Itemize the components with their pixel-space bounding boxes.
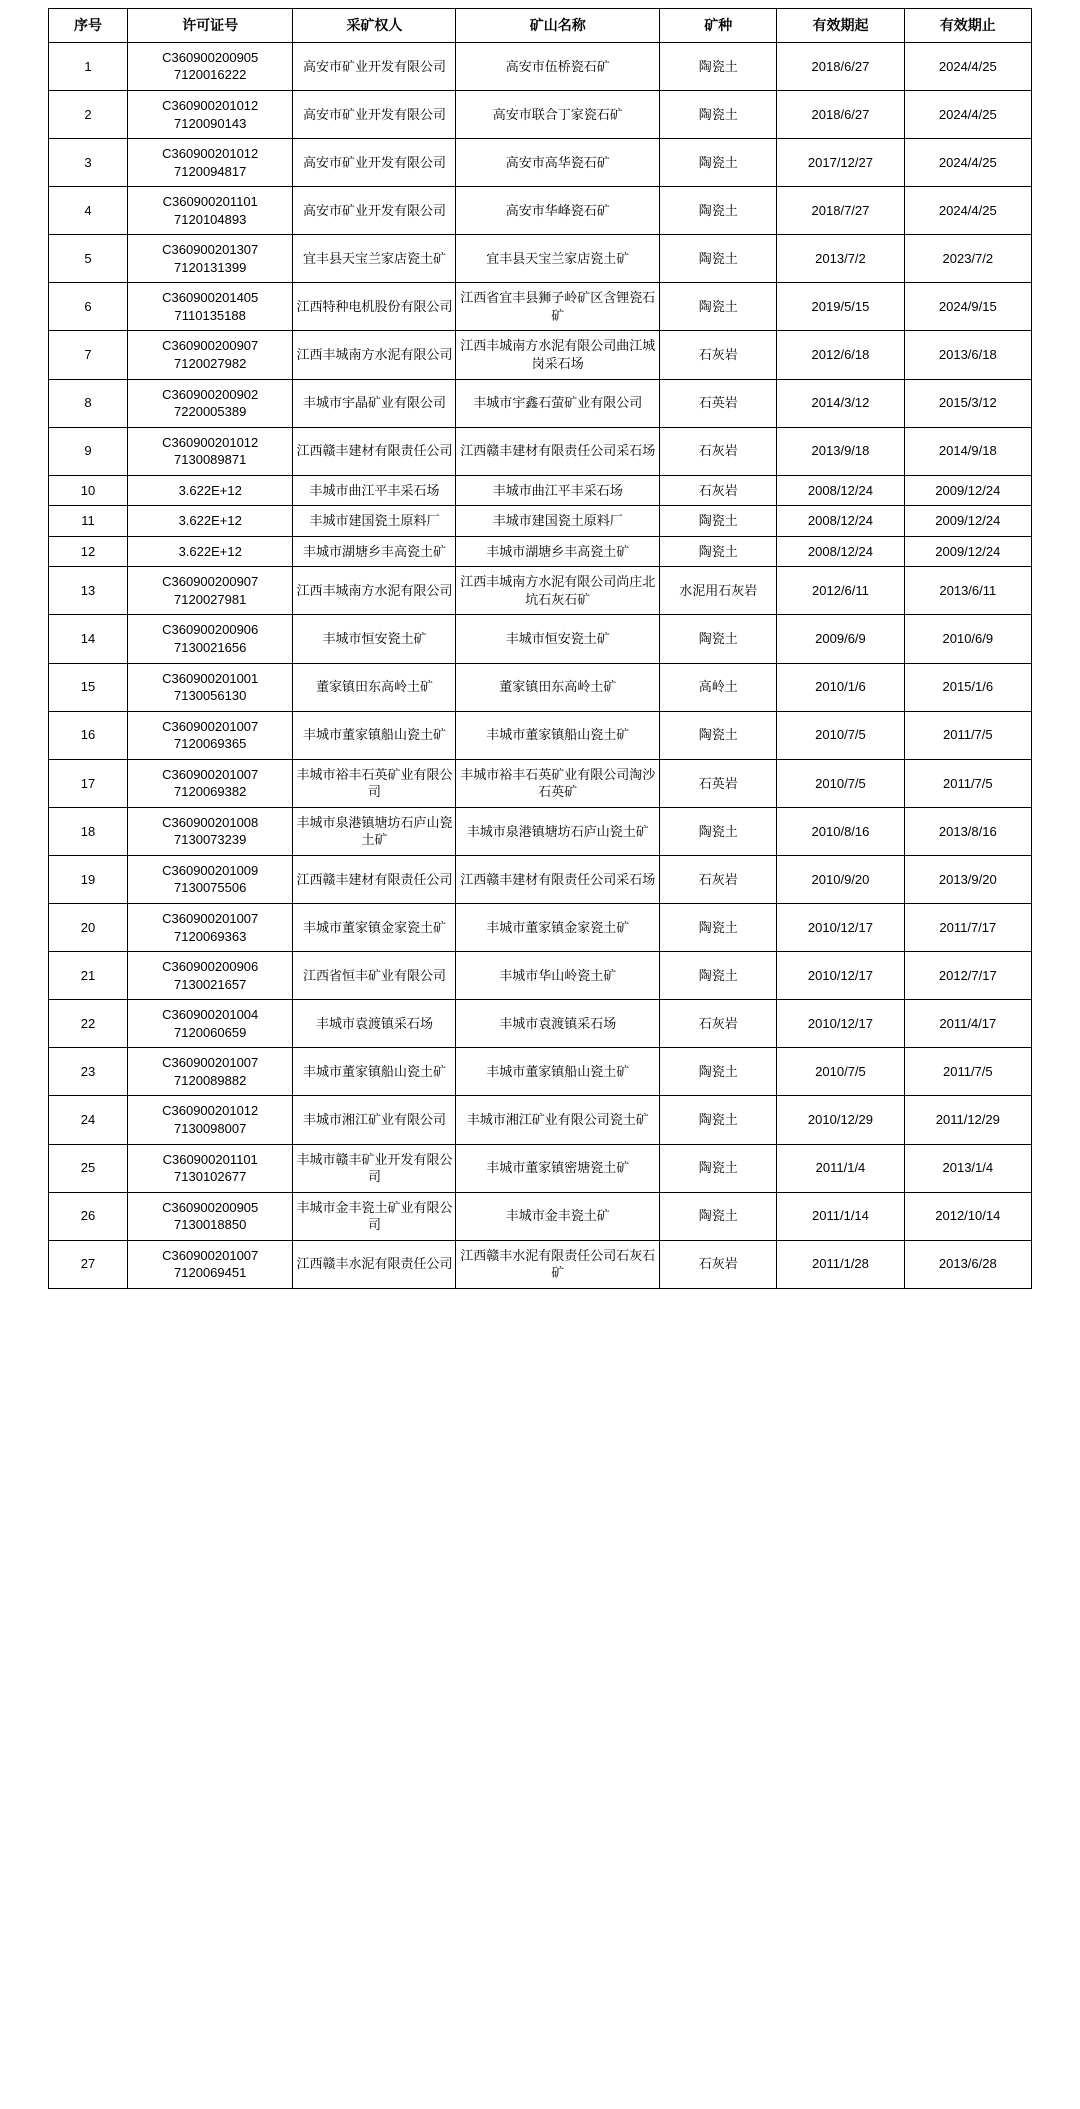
cell-seq: 26 <box>49 1192 128 1240</box>
cell-owner: 董家镇田东高岭土矿 <box>293 663 456 711</box>
cell-license: C360900201012 7130089871 <box>127 427 293 475</box>
cell-mine-name: 丰城市董家镇密塘瓷土矿 <box>456 1144 660 1192</box>
table-row <box>49 807 1032 855</box>
table-row <box>49 1048 1032 1096</box>
cell-valid-from: 2010/7/5 <box>777 1048 904 1096</box>
table-row <box>49 427 1032 475</box>
cell-license: C360900200906 7130021656 <box>127 615 293 663</box>
table-row <box>49 1192 1032 1240</box>
cell-license: C360900201004 7120060659 <box>127 1000 293 1048</box>
cell-license: C360900200907 7120027981 <box>127 567 293 615</box>
column-header-valid-to: 有效期止 <box>904 9 1031 43</box>
cell-valid-from: 2009/6/9 <box>777 615 904 663</box>
cell-mine-name: 丰城市裕丰石英矿业有限公司淘沙石英矿 <box>456 759 660 807</box>
table-row <box>49 187 1032 235</box>
cell-valid-to: 2011/7/17 <box>904 904 1031 952</box>
cell-license: C360900200907 7120027982 <box>127 331 293 379</box>
cell-mine-name: 丰城市湘江矿业有限公司瓷土矿 <box>456 1096 660 1144</box>
cell-mineral-type: 陶瓷土 <box>660 952 777 1000</box>
cell-license: C360900201307 7120131399 <box>127 235 293 283</box>
cell-owner: 高安市矿业开发有限公司 <box>293 42 456 90</box>
cell-owner: 丰城市董家镇船山瓷土矿 <box>293 711 456 759</box>
cell-mine-name: 丰城市曲江平丰采石场 <box>456 475 660 506</box>
table-header-row <box>49 9 1032 43</box>
cell-valid-to: 2024/9/15 <box>904 283 1031 331</box>
cell-seq: 14 <box>49 615 128 663</box>
cell-seq: 3 <box>49 139 128 187</box>
cell-valid-from: 2010/7/5 <box>777 711 904 759</box>
cell-mine-name: 丰城市宇鑫石萤矿业有限公司 <box>456 379 660 427</box>
cell-owner: 丰城市建国瓷土原料厂 <box>293 506 456 537</box>
cell-valid-to: 2023/7/2 <box>904 235 1031 283</box>
cell-mineral-type: 石灰岩 <box>660 475 777 506</box>
cell-owner: 江西省恒丰矿业有限公司 <box>293 952 456 1000</box>
cell-owner: 江西赣丰水泥有限责任公司 <box>293 1240 456 1288</box>
cell-valid-to: 2013/8/16 <box>904 807 1031 855</box>
cell-mine-name: 董家镇田东高岭土矿 <box>456 663 660 711</box>
table-row <box>49 379 1032 427</box>
cell-owner: 丰城市宇晶矿业有限公司 <box>293 379 456 427</box>
cell-seq: 25 <box>49 1144 128 1192</box>
cell-license: C360900201101 7130102677 <box>127 1144 293 1192</box>
cell-owner: 丰城市赣丰矿业开发有限公司 <box>293 1144 456 1192</box>
cell-license: C360900201001 7130056130 <box>127 663 293 711</box>
table-row <box>49 615 1032 663</box>
table-row <box>49 1000 1032 1048</box>
cell-owner: 丰城市曲江平丰采石场 <box>293 475 456 506</box>
cell-mine-name: 丰城市建国瓷土原料厂 <box>456 506 660 537</box>
cell-valid-to: 2024/4/25 <box>904 187 1031 235</box>
cell-seq: 24 <box>49 1096 128 1144</box>
cell-mineral-type: 陶瓷土 <box>660 42 777 90</box>
table-row <box>49 139 1032 187</box>
cell-seq: 21 <box>49 952 128 1000</box>
cell-seq: 4 <box>49 187 128 235</box>
cell-valid-from: 2011/1/28 <box>777 1240 904 1288</box>
cell-valid-to: 2024/4/25 <box>904 139 1031 187</box>
cell-license: C360900201007 7120069365 <box>127 711 293 759</box>
cell-seq: 8 <box>49 379 128 427</box>
cell-seq: 20 <box>49 904 128 952</box>
cell-license: C360900201012 7120090143 <box>127 90 293 138</box>
cell-seq: 2 <box>49 90 128 138</box>
cell-seq: 16 <box>49 711 128 759</box>
cell-license: 3.622E+12 <box>127 506 293 537</box>
cell-valid-to: 2013/9/20 <box>904 855 1031 903</box>
cell-seq: 9 <box>49 427 128 475</box>
cell-mine-name: 江西赣丰建材有限责任公司采石场 <box>456 855 660 903</box>
table-row <box>49 235 1032 283</box>
cell-valid-to: 2009/12/24 <box>904 475 1031 506</box>
table-row <box>49 475 1032 506</box>
cell-valid-to: 2012/7/17 <box>904 952 1031 1000</box>
cell-mineral-type: 陶瓷土 <box>660 90 777 138</box>
cell-owner: 高安市矿业开发有限公司 <box>293 90 456 138</box>
cell-valid-from: 2010/8/16 <box>777 807 904 855</box>
cell-seq: 15 <box>49 663 128 711</box>
cell-owner: 宜丰县天宝兰家店瓷土矿 <box>293 235 456 283</box>
cell-mineral-type: 陶瓷土 <box>660 187 777 235</box>
cell-valid-from: 2014/3/12 <box>777 379 904 427</box>
table-row <box>49 506 1032 537</box>
cell-mineral-type: 陶瓷土 <box>660 283 777 331</box>
column-header-seq: 序号 <box>49 9 128 43</box>
cell-mine-name: 江西赣丰水泥有限责任公司石灰石矿 <box>456 1240 660 1288</box>
cell-mine-name: 丰城市袁渡镇采石场 <box>456 1000 660 1048</box>
cell-mineral-type: 陶瓷土 <box>660 1048 777 1096</box>
cell-mineral-type: 陶瓷土 <box>660 235 777 283</box>
cell-license: C360900201007 7120069451 <box>127 1240 293 1288</box>
table-row <box>49 42 1032 90</box>
cell-valid-from: 2018/6/27 <box>777 42 904 90</box>
cell-license: C360900201007 7120069363 <box>127 904 293 952</box>
table-row <box>49 855 1032 903</box>
cell-license: C360900201008 7130073239 <box>127 807 293 855</box>
cell-license: C360900200902 7220005389 <box>127 379 293 427</box>
table-row <box>49 90 1032 138</box>
table-row <box>49 1240 1032 1288</box>
mining-license-table <box>48 8 1032 1289</box>
cell-seq: 27 <box>49 1240 128 1288</box>
cell-mineral-type: 石英岩 <box>660 379 777 427</box>
cell-mineral-type: 石英岩 <box>660 759 777 807</box>
cell-valid-from: 2010/7/5 <box>777 759 904 807</box>
cell-valid-to: 2024/4/25 <box>904 42 1031 90</box>
table-row <box>49 904 1032 952</box>
cell-valid-to: 2013/6/18 <box>904 331 1031 379</box>
cell-mineral-type: 陶瓷土 <box>660 139 777 187</box>
cell-owner: 丰城市袁渡镇采石场 <box>293 1000 456 1048</box>
cell-valid-to: 2010/6/9 <box>904 615 1031 663</box>
table-row <box>49 536 1032 567</box>
cell-owner: 江西赣丰建材有限责任公司 <box>293 855 456 903</box>
table-row <box>49 1096 1032 1144</box>
cell-license: C360900201405 7110135188 <box>127 283 293 331</box>
cell-license: 3.622E+12 <box>127 475 293 506</box>
table-row <box>49 663 1032 711</box>
cell-mineral-type: 石灰岩 <box>660 855 777 903</box>
cell-valid-to: 2011/7/5 <box>904 1048 1031 1096</box>
cell-owner: 丰城市董家镇船山瓷土矿 <box>293 1048 456 1096</box>
cell-license: C360900201101 7120104893 <box>127 187 293 235</box>
cell-valid-from: 2018/7/27 <box>777 187 904 235</box>
cell-mineral-type: 石灰岩 <box>660 331 777 379</box>
cell-mine-name: 宜丰县天宝兰家店瓷土矿 <box>456 235 660 283</box>
cell-license: 3.622E+12 <box>127 536 293 567</box>
table-row <box>49 711 1032 759</box>
cell-valid-from: 2010/1/6 <box>777 663 904 711</box>
cell-mine-name: 江西丰城南方水泥有限公司曲江城岗采石场 <box>456 331 660 379</box>
table-row <box>49 952 1032 1000</box>
table-row <box>49 283 1032 331</box>
cell-valid-from: 2008/12/24 <box>777 536 904 567</box>
cell-valid-to: 2013/1/4 <box>904 1144 1031 1192</box>
cell-owner: 江西特种电机股份有限公司 <box>293 283 456 331</box>
cell-valid-from: 2010/12/17 <box>777 1000 904 1048</box>
cell-license: C360900201009 7130075506 <box>127 855 293 903</box>
cell-license: C360900201012 7130098007 <box>127 1096 293 1144</box>
cell-mine-name: 高安市伍桥瓷石矿 <box>456 42 660 90</box>
cell-valid-to: 2014/9/18 <box>904 427 1031 475</box>
cell-valid-from: 2008/12/24 <box>777 506 904 537</box>
cell-owner: 高安市矿业开发有限公司 <box>293 139 456 187</box>
cell-mine-name: 高安市高华瓷石矿 <box>456 139 660 187</box>
cell-mineral-type: 陶瓷土 <box>660 1192 777 1240</box>
cell-mineral-type: 陶瓷土 <box>660 506 777 537</box>
cell-mine-name: 江西丰城南方水泥有限公司尚庄北坑石灰石矿 <box>456 567 660 615</box>
cell-owner: 丰城市湖塘乡丰高瓷土矿 <box>293 536 456 567</box>
cell-mine-name: 丰城市董家镇金家瓷土矿 <box>456 904 660 952</box>
cell-valid-from: 2018/6/27 <box>777 90 904 138</box>
cell-valid-from: 2013/7/2 <box>777 235 904 283</box>
cell-mine-name: 丰城市华山岭瓷土矿 <box>456 952 660 1000</box>
cell-mineral-type: 陶瓷土 <box>660 1144 777 1192</box>
cell-mineral-type: 陶瓷土 <box>660 536 777 567</box>
cell-license: C360900201007 7120089882 <box>127 1048 293 1096</box>
cell-valid-from: 2010/12/29 <box>777 1096 904 1144</box>
cell-owner: 江西赣丰建材有限责任公司 <box>293 427 456 475</box>
cell-mineral-type: 陶瓷土 <box>660 904 777 952</box>
column-header-mine-name: 矿山名称 <box>456 9 660 43</box>
cell-owner: 丰城市湘江矿业有限公司 <box>293 1096 456 1144</box>
cell-valid-to: 2015/3/12 <box>904 379 1031 427</box>
cell-seq: 6 <box>49 283 128 331</box>
cell-mine-name: 丰城市恒安瓷土矿 <box>456 615 660 663</box>
cell-valid-to: 2009/12/24 <box>904 536 1031 567</box>
cell-mineral-type: 陶瓷土 <box>660 807 777 855</box>
cell-mineral-type: 陶瓷土 <box>660 615 777 663</box>
cell-valid-from: 2011/1/4 <box>777 1144 904 1192</box>
cell-valid-to: 2011/12/29 <box>904 1096 1031 1144</box>
cell-owner: 丰城市金丰瓷土矿业有限公司 <box>293 1192 456 1240</box>
column-header-owner: 采矿权人 <box>293 9 456 43</box>
cell-valid-to: 2009/12/24 <box>904 506 1031 537</box>
cell-mine-name: 高安市华峰瓷石矿 <box>456 187 660 235</box>
table-header <box>49 9 1032 43</box>
cell-seq: 5 <box>49 235 128 283</box>
cell-mine-name: 丰城市董家镇船山瓷土矿 <box>456 711 660 759</box>
cell-seq: 22 <box>49 1000 128 1048</box>
cell-seq: 19 <box>49 855 128 903</box>
table-row <box>49 759 1032 807</box>
cell-mineral-type: 石灰岩 <box>660 1000 777 1048</box>
cell-valid-to: 2013/6/11 <box>904 567 1031 615</box>
cell-mine-name: 丰城市泉港镇塘坊石庐山瓷土矿 <box>456 807 660 855</box>
cell-license: C360900200906 7130021657 <box>127 952 293 1000</box>
cell-valid-to: 2011/7/5 <box>904 711 1031 759</box>
cell-valid-from: 2010/12/17 <box>777 904 904 952</box>
cell-valid-to: 2011/4/17 <box>904 1000 1031 1048</box>
cell-license: C360900200905 7130018850 <box>127 1192 293 1240</box>
cell-seq: 17 <box>49 759 128 807</box>
cell-mine-name: 高安市联合丁家瓷石矿 <box>456 90 660 138</box>
cell-mine-name: 丰城市湖塘乡丰高瓷土矿 <box>456 536 660 567</box>
cell-license: C360900201012 7120094817 <box>127 139 293 187</box>
cell-mineral-type: 高岭土 <box>660 663 777 711</box>
cell-mine-name: 江西省宜丰县狮子岭矿区含锂瓷石矿 <box>456 283 660 331</box>
cell-mineral-type: 石灰岩 <box>660 1240 777 1288</box>
cell-valid-to: 2013/6/28 <box>904 1240 1031 1288</box>
cell-mineral-type: 水泥用石灰岩 <box>660 567 777 615</box>
table-body <box>49 42 1032 1288</box>
cell-owner: 江西丰城南方水泥有限公司 <box>293 567 456 615</box>
cell-owner: 江西丰城南方水泥有限公司 <box>293 331 456 379</box>
cell-valid-from: 2008/12/24 <box>777 475 904 506</box>
cell-owner: 丰城市裕丰石英矿业有限公司 <box>293 759 456 807</box>
table-row <box>49 567 1032 615</box>
cell-seq: 11 <box>49 506 128 537</box>
table-row <box>49 1144 1032 1192</box>
cell-owner: 丰城市董家镇金家瓷土矿 <box>293 904 456 952</box>
cell-seq: 10 <box>49 475 128 506</box>
cell-seq: 7 <box>49 331 128 379</box>
table-row <box>49 331 1032 379</box>
cell-valid-from: 2013/9/18 <box>777 427 904 475</box>
cell-seq: 13 <box>49 567 128 615</box>
column-header-valid-from: 有效期起 <box>777 9 904 43</box>
cell-valid-from: 2012/6/11 <box>777 567 904 615</box>
cell-seq: 1 <box>49 42 128 90</box>
cell-mineral-type: 陶瓷土 <box>660 1096 777 1144</box>
cell-mine-name: 丰城市董家镇船山瓷土矿 <box>456 1048 660 1096</box>
cell-valid-from: 2011/1/14 <box>777 1192 904 1240</box>
cell-seq: 23 <box>49 1048 128 1096</box>
cell-owner: 丰城市泉港镇塘坊石庐山瓷土矿 <box>293 807 456 855</box>
cell-valid-from: 2010/12/17 <box>777 952 904 1000</box>
cell-valid-from: 2012/6/18 <box>777 331 904 379</box>
cell-owner: 丰城市恒安瓷土矿 <box>293 615 456 663</box>
cell-mineral-type: 石灰岩 <box>660 427 777 475</box>
cell-seq: 18 <box>49 807 128 855</box>
cell-valid-from: 2010/9/20 <box>777 855 904 903</box>
column-header-mineral-type: 矿种 <box>660 9 777 43</box>
cell-owner: 高安市矿业开发有限公司 <box>293 187 456 235</box>
cell-mineral-type: 陶瓷土 <box>660 711 777 759</box>
cell-mine-name: 江西赣丰建材有限责任公司采石场 <box>456 427 660 475</box>
cell-valid-from: 2019/5/15 <box>777 283 904 331</box>
cell-valid-to: 2015/1/6 <box>904 663 1031 711</box>
cell-seq: 12 <box>49 536 128 567</box>
cell-valid-to: 2012/10/14 <box>904 1192 1031 1240</box>
cell-mine-name: 丰城市金丰瓷土矿 <box>456 1192 660 1240</box>
cell-license: C360900201007 7120069382 <box>127 759 293 807</box>
cell-license: C360900200905 7120016222 <box>127 42 293 90</box>
column-header-license: 许可证号 <box>127 9 293 43</box>
cell-valid-to: 2024/4/25 <box>904 90 1031 138</box>
cell-valid-to: 2011/7/5 <box>904 759 1031 807</box>
cell-valid-from: 2017/12/27 <box>777 139 904 187</box>
